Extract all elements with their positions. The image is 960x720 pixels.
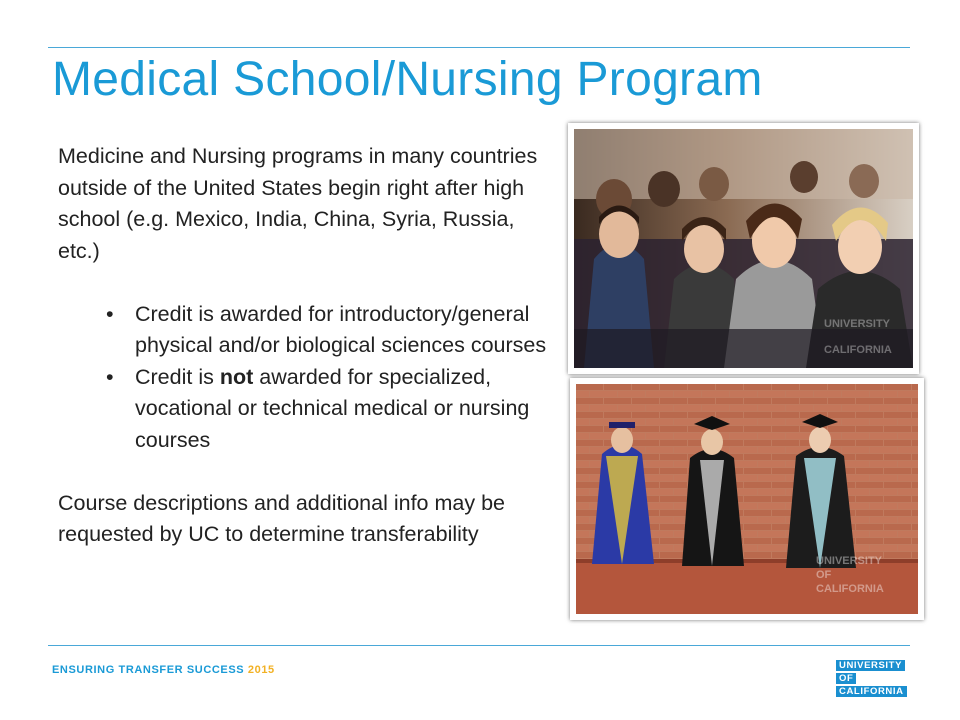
uc-logo xyxy=(836,660,911,699)
photo-watermark: OF xyxy=(816,569,832,581)
slide-title: Medical School/Nursing Program xyxy=(52,53,763,106)
logo-line: CALIFORNIA xyxy=(836,686,907,697)
bullet-text: awarded for specialized, vocational or technical medical or nursing courses xyxy=(135,364,530,452)
graduation-photo xyxy=(570,378,924,620)
intro-paragraph: Medicine and Nursing programs in many countries outside of the United States begin right after high school (e.g. Mexico, India, China, Syria, Russia, etc.) xyxy=(58,144,538,263)
photo-watermark: UNIVERSITY xyxy=(824,318,891,330)
bottom-rule xyxy=(48,645,910,646)
spacer xyxy=(58,456,558,488)
logo-line: UNIVERSITY xyxy=(836,660,905,671)
photo-watermark: CALIFORNIA xyxy=(816,583,884,595)
logo-line: OF xyxy=(836,673,856,684)
footer-text: ENSURING TRANSFER SUCCESS xyxy=(52,664,245,676)
bullet-text: Credit is xyxy=(135,364,220,389)
photo-watermark: CALIFORNIA xyxy=(824,344,892,356)
graduation-illustration xyxy=(576,384,918,614)
bullet-list xyxy=(58,299,558,457)
spacer xyxy=(58,267,558,299)
footer-year: 2015 xyxy=(247,664,275,676)
closing-paragraph: Course descriptions and additional info may be requested by UC to determine transferability xyxy=(58,490,505,546)
lecture-hall-illustration xyxy=(574,129,913,368)
slide-body xyxy=(58,141,558,551)
lecture-hall-photo xyxy=(568,123,919,374)
bullet-emphasis: not xyxy=(219,364,254,389)
bullet-item: • Credit is awarded for introductory/general physical and/or biological sciences courses xyxy=(135,299,558,362)
photo-watermark: UNIVERSITY xyxy=(816,555,883,567)
top-rule xyxy=(48,47,910,48)
footer-label xyxy=(52,664,275,676)
bullet-item xyxy=(135,362,558,457)
